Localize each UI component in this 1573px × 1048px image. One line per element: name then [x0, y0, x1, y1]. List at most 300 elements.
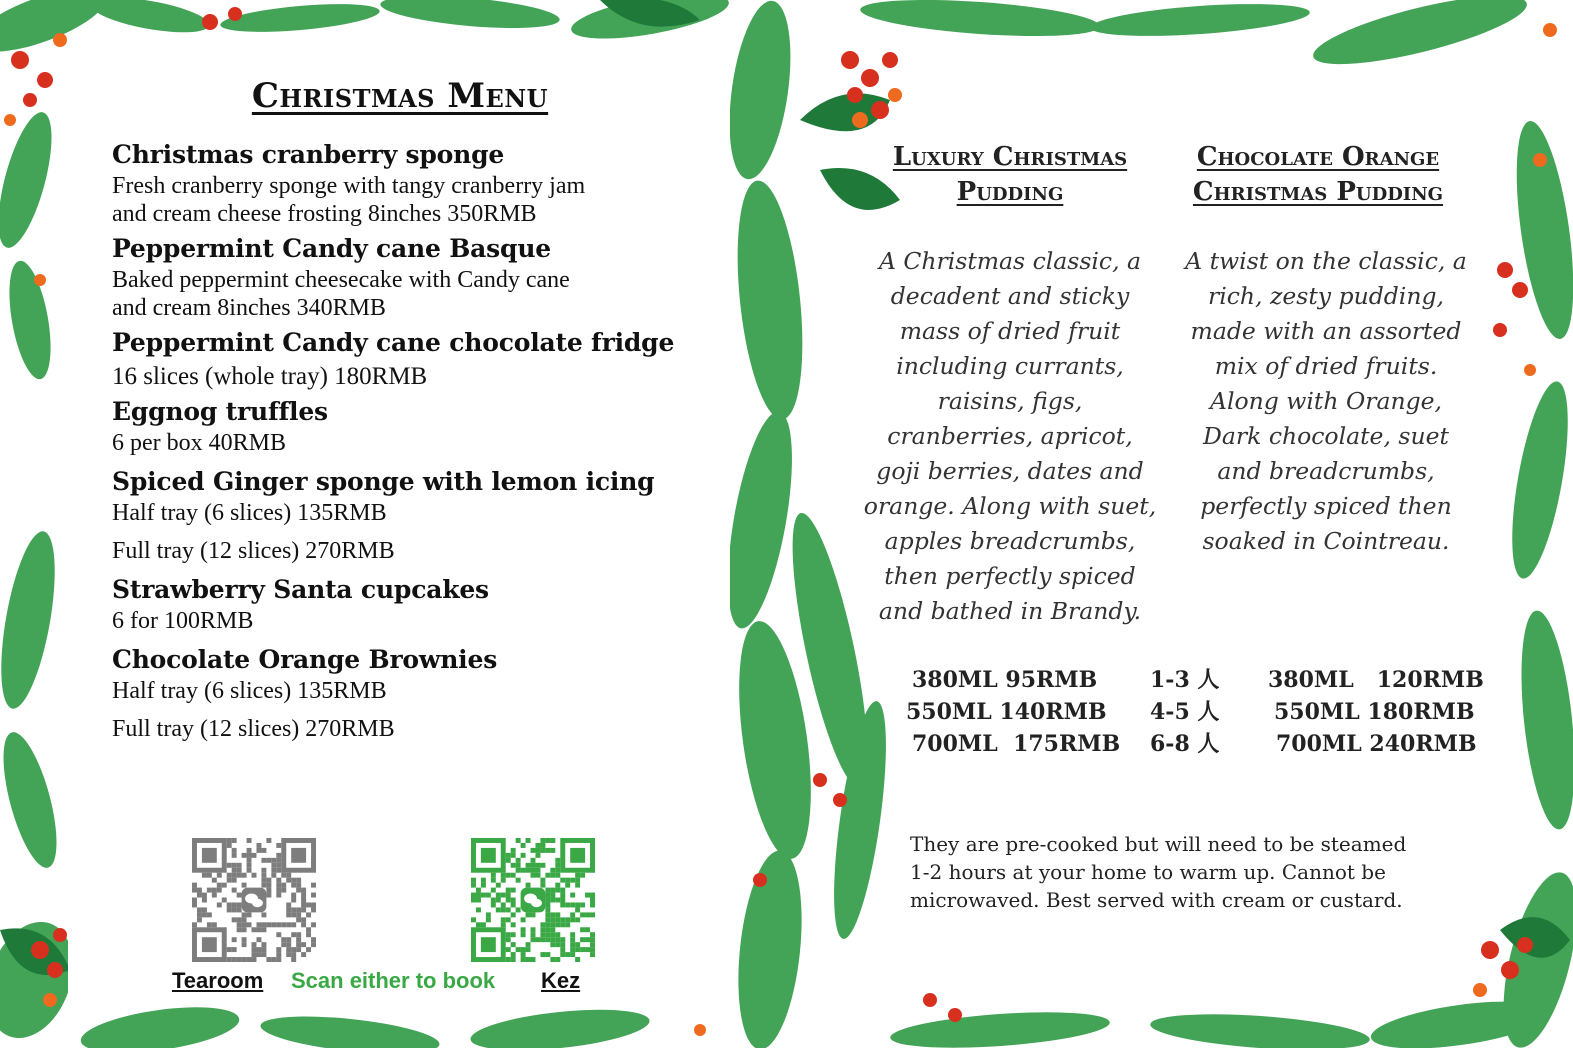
qr-module	[516, 907, 521, 912]
kez-label: Kez	[541, 968, 581, 993]
qr-module	[261, 927, 266, 932]
qr-module	[276, 843, 281, 848]
qr-module	[306, 947, 311, 952]
qr-module	[506, 947, 511, 952]
qr-module	[291, 898, 296, 903]
qr-module	[535, 873, 540, 878]
qr-module	[276, 947, 281, 952]
menu-item-desc: 6 per box 40RMB	[112, 430, 286, 456]
qr-module	[286, 942, 291, 947]
qr-module	[555, 883, 560, 888]
qr-module	[560, 947, 565, 952]
qr-module	[526, 863, 531, 868]
qr-module	[531, 957, 536, 962]
qr-module	[565, 902, 570, 907]
qr-module	[550, 917, 555, 922]
qr-module	[202, 907, 207, 912]
qr-module	[232, 917, 237, 922]
qr-module	[306, 902, 311, 907]
luxury-pudding-title-line: Luxury Christmas	[892, 142, 1128, 172]
qr-module	[242, 937, 247, 942]
qr-module	[207, 888, 212, 893]
qr-module	[217, 888, 222, 893]
serves-count: 4-5 人	[1150, 699, 1220, 725]
qr-module	[570, 912, 575, 917]
desc-line: A twist on the classic, a	[1185, 247, 1467, 275]
qr-module	[550, 848, 555, 853]
qr-module	[560, 917, 565, 922]
qr-module	[521, 853, 526, 858]
menu-item	[112, 326, 712, 391]
qr-module	[570, 932, 575, 937]
qr-module	[271, 922, 276, 927]
qr-module	[232, 888, 237, 893]
qr-module	[202, 893, 207, 898]
qr-module	[545, 917, 550, 922]
qr-module	[237, 922, 242, 927]
qr-module	[266, 922, 271, 927]
qr-module	[247, 957, 252, 962]
menu-item-name: Chocolate Orange Brownies	[112, 645, 498, 674]
qr-module	[516, 878, 521, 883]
qr-module	[575, 907, 580, 912]
chocolate-price: 700ML 240RMB	[1276, 731, 1477, 757]
qr-module	[192, 902, 197, 907]
qr-module	[212, 922, 217, 927]
qr-module	[531, 873, 536, 878]
qr-module	[501, 878, 506, 883]
qr-module	[247, 868, 252, 873]
qr-module	[580, 873, 585, 878]
qr-module	[545, 927, 550, 932]
qr-module	[555, 942, 560, 947]
qr-module	[590, 902, 595, 907]
desc-line: mass of dried fruit	[899, 317, 1121, 345]
qr-module	[531, 927, 536, 932]
qr-module	[535, 843, 540, 848]
qr-module	[276, 863, 281, 868]
qr-module	[590, 937, 595, 942]
qr-module	[242, 922, 247, 927]
qr-module	[501, 893, 506, 898]
qr-module	[506, 957, 511, 962]
qr-module	[301, 902, 306, 907]
qr-module	[471, 883, 476, 888]
qr-module	[506, 893, 511, 898]
qr-module	[511, 873, 516, 878]
qr-module	[550, 932, 555, 937]
qr-module	[521, 843, 526, 848]
qr-module	[232, 957, 237, 962]
qr-module	[276, 883, 281, 888]
qr-module	[296, 912, 301, 917]
qr-module	[540, 863, 545, 868]
qr-module	[232, 878, 237, 883]
qr-module	[232, 848, 237, 853]
qr-module	[560, 902, 565, 907]
qr-module	[476, 907, 481, 912]
qr-module	[232, 838, 237, 843]
qr-module	[560, 942, 565, 947]
qr-module	[560, 898, 565, 903]
qr-module	[271, 863, 276, 868]
qr-module	[585, 927, 590, 932]
menu-item-desc: 16 slices (whole tray) 180RMB	[112, 363, 428, 390]
qr-module	[486, 917, 491, 922]
qr-module	[535, 853, 540, 858]
menu-item-name: Eggnog truffles	[112, 397, 328, 426]
qr-module	[560, 893, 565, 898]
qr-module	[192, 922, 197, 927]
qr-module	[516, 868, 521, 873]
qr-module	[560, 878, 565, 883]
qr-module	[301, 922, 306, 927]
qr-module	[471, 893, 476, 898]
steaming-instructions-note	[910, 830, 1470, 914]
qr-module	[197, 888, 202, 893]
qr-module	[540, 932, 545, 937]
qr-module	[242, 927, 247, 932]
desc-line: A Christmas classic, a	[878, 247, 1142, 275]
qr-module	[227, 863, 232, 868]
qr-module	[197, 912, 202, 917]
qr-module	[222, 883, 227, 888]
qr-module	[506, 853, 511, 858]
qr-module	[531, 868, 536, 873]
chocolate-orange-pudding-description	[1166, 244, 1486, 559]
qr-module	[286, 947, 291, 952]
qr-module	[516, 947, 521, 952]
qr-module	[570, 942, 575, 947]
qr-module	[491, 888, 496, 893]
qr-module	[281, 883, 286, 888]
wechat-bubble	[531, 899, 542, 907]
qr-module	[296, 917, 301, 922]
qr-module	[252, 957, 257, 962]
menu-item-list	[112, 138, 712, 747]
qr-module	[242, 942, 247, 947]
qr-module	[291, 957, 296, 962]
qr-module	[545, 952, 550, 957]
qr-module	[555, 957, 560, 962]
desc-line: decadent and sticky	[890, 282, 1130, 310]
qr-module	[252, 873, 257, 878]
menu-item	[112, 573, 712, 635]
qr-module	[286, 937, 291, 942]
qr-module	[565, 883, 570, 888]
qr-module	[217, 902, 222, 907]
qr-module	[516, 858, 521, 863]
qr-module	[296, 932, 301, 937]
qr-module	[545, 902, 550, 907]
qr-module	[550, 873, 555, 878]
qr-module	[531, 848, 536, 853]
qr-module	[261, 848, 266, 853]
qr-module	[575, 957, 580, 962]
luxury-price: 380ML 95RMB	[912, 667, 1098, 693]
qr-module	[555, 922, 560, 927]
serves-count: 6-8 人	[1150, 731, 1220, 757]
qr-module	[590, 942, 595, 947]
qr-module	[540, 878, 545, 883]
luxury-price: 700ML 175RMB	[912, 731, 1121, 757]
desc-line: then perfectly spiced	[884, 562, 1136, 590]
qr-module	[261, 883, 266, 888]
qr-module	[276, 932, 281, 937]
menu-item-desc: Baked peppermint cheesecake with Candy cane	[112, 267, 570, 293]
qr-module	[291, 907, 296, 912]
menu-item-name: Peppermint Candy cane chocolate fridge	[112, 328, 675, 357]
qr-module	[491, 902, 496, 907]
qr-module	[540, 922, 545, 927]
qr-module	[266, 883, 271, 888]
qr-module	[496, 883, 501, 888]
qr-module	[212, 888, 217, 893]
qr-module	[296, 878, 301, 883]
qr-module	[471, 898, 476, 903]
qr-module	[560, 952, 565, 957]
qr-module	[526, 838, 531, 843]
qr-module	[242, 912, 247, 917]
qr-module	[261, 868, 266, 873]
qr-module	[291, 912, 296, 917]
qr-module	[256, 848, 261, 853]
qr-module	[232, 853, 237, 858]
qr-module	[491, 898, 496, 903]
qr-module	[247, 848, 252, 853]
qr-module	[197, 917, 202, 922]
qr-module	[535, 848, 540, 853]
note-line: microwaved. Best served with cream or custard.	[910, 888, 1403, 912]
qr-module	[202, 898, 207, 903]
menu-item-desc: and cream cheese frosting 8inches 350RMB	[112, 201, 537, 227]
qr-module	[511, 952, 516, 957]
qr-module	[261, 873, 266, 878]
qr-module	[486, 912, 491, 917]
qr-module	[491, 878, 496, 883]
qr-module	[311, 883, 316, 888]
qr-module	[237, 893, 242, 898]
qr-module	[540, 848, 545, 853]
qr-module	[271, 868, 276, 873]
qr-module	[276, 952, 281, 957]
qr-module	[506, 937, 511, 942]
qr-module	[261, 942, 266, 947]
qr-module	[555, 917, 560, 922]
qr-module	[471, 917, 476, 922]
qr-module	[252, 853, 257, 858]
qr-module	[261, 947, 266, 952]
qr-module	[526, 868, 531, 873]
qr-module	[575, 947, 580, 952]
qr-module	[575, 878, 580, 883]
qr-module	[212, 878, 217, 883]
qr-module	[296, 883, 301, 888]
qr-module	[237, 927, 242, 932]
qr-module	[476, 922, 481, 927]
qr-module	[276, 878, 281, 883]
qr-module	[545, 937, 550, 942]
menu-item-desc: and cream 8inches 340RMB	[112, 295, 386, 321]
qr-module	[256, 952, 261, 957]
qr-module	[192, 883, 197, 888]
qr-module	[291, 883, 296, 888]
qr-module	[590, 952, 595, 957]
qr-module	[242, 873, 247, 878]
qr-module	[242, 853, 247, 858]
qr-module	[232, 868, 237, 873]
qr-module	[550, 957, 555, 962]
qr-module	[580, 947, 585, 952]
tearoom-qr-code[interactable]	[192, 838, 316, 962]
menu-item-name: Peppermint Candy cane Basque	[112, 234, 552, 263]
qr-module	[565, 917, 570, 922]
qr-module	[217, 873, 222, 878]
qr-module	[242, 917, 247, 922]
qr-module	[590, 947, 595, 952]
qr-module	[296, 907, 301, 912]
qr-module	[481, 878, 486, 883]
qr-module	[585, 912, 590, 917]
qr-module	[545, 922, 550, 927]
qr-module	[555, 937, 560, 942]
qr-module	[535, 868, 540, 873]
qr-module	[237, 868, 242, 873]
qr-module	[247, 838, 252, 843]
qr-module	[276, 853, 281, 858]
qr-module	[217, 883, 222, 888]
desc-line: Dark chocolate, suet	[1203, 422, 1449, 450]
qr-module	[281, 873, 286, 878]
qr-module	[526, 947, 531, 952]
qr-module	[506, 932, 511, 937]
qr-module	[555, 863, 560, 868]
qr-module	[261, 878, 266, 883]
qr-module	[526, 912, 531, 917]
qr-module	[311, 937, 316, 942]
kez-qr-code[interactable]	[471, 838, 595, 962]
qr-module	[266, 888, 271, 893]
qr-module	[506, 917, 511, 922]
qr-module	[247, 853, 252, 858]
qr-module	[232, 902, 237, 907]
qr-module	[486, 893, 491, 898]
qr-module	[311, 902, 316, 907]
qr-module	[212, 893, 217, 898]
qr-module	[291, 932, 296, 937]
qr-module	[521, 868, 526, 873]
qr-module	[227, 947, 232, 952]
desc-line: Along with Orange,	[1209, 387, 1443, 415]
qr-module	[237, 863, 242, 868]
qr-module	[570, 902, 575, 907]
qr-module	[476, 898, 481, 903]
desc-line: raisins, figs,	[937, 387, 1083, 415]
qr-module	[261, 922, 266, 927]
menu-item-name: Spiced Ginger sponge with lemon icing	[112, 467, 655, 496]
chocolate-price: 380ML 120RMB	[1268, 667, 1484, 693]
qr-module	[540, 883, 545, 888]
qr-module	[481, 893, 486, 898]
qr-finder-center	[291, 848, 306, 863]
qr-module	[545, 848, 550, 853]
qr-module	[291, 947, 296, 952]
qr-module	[281, 942, 286, 947]
qr-module	[261, 858, 266, 863]
qr-finder-center	[202, 848, 217, 863]
qr-module	[207, 922, 212, 927]
qr-module	[590, 898, 595, 903]
menu-title: Christmas Menu	[251, 76, 549, 116]
qr-module	[256, 947, 261, 952]
qr-finder-center	[202, 937, 217, 952]
qr-module	[511, 863, 516, 868]
qr-module	[227, 907, 232, 912]
desc-line: soaked in Cointreau.	[1202, 527, 1450, 555]
qr-module	[590, 912, 595, 917]
menu-item-name: Christmas cranberry sponge	[112, 140, 505, 169]
desc-line: orange. Along with suet,	[863, 492, 1157, 520]
qr-module	[575, 902, 580, 907]
menu-item	[112, 465, 712, 565]
qr-module	[232, 947, 237, 952]
qr-module	[555, 898, 560, 903]
qr-module	[266, 893, 271, 898]
qr-module	[535, 937, 540, 942]
qr-module	[521, 927, 526, 932]
qr-module	[252, 952, 257, 957]
qr-module	[227, 873, 232, 878]
qr-module	[286, 902, 291, 907]
qr-module	[545, 838, 550, 843]
qr-module	[550, 912, 555, 917]
qr-finder-center	[570, 848, 585, 863]
menu-item-desc: Fresh cranberry sponge with tangy cranberry jam	[112, 173, 586, 199]
qr-module	[207, 912, 212, 917]
qr-module	[271, 858, 276, 863]
note-line: They are pre-cooked but will need to be steamed	[910, 832, 1407, 856]
qr-module	[540, 952, 545, 957]
qr-module	[271, 957, 276, 962]
qr-module	[276, 957, 281, 962]
scan-to-book-label: Scan either to book	[291, 968, 496, 993]
qr-module	[516, 863, 521, 868]
qr-module	[252, 947, 257, 952]
qr-module	[232, 873, 237, 878]
qr-module	[506, 898, 511, 903]
wechat-bubble	[252, 899, 263, 907]
qr-module	[531, 858, 536, 863]
qr-module	[247, 863, 252, 868]
qr-module	[560, 922, 565, 927]
qr-module	[301, 942, 306, 947]
qr-module	[570, 952, 575, 957]
qr-module	[266, 957, 271, 962]
qr-module	[197, 907, 202, 912]
qr-module	[286, 873, 291, 878]
qr-module	[570, 947, 575, 952]
qr-module	[555, 912, 560, 917]
qr-module	[580, 927, 585, 932]
qr-module	[540, 838, 545, 843]
qr-module	[550, 937, 555, 942]
menu-item-desc: Half tray (6 slices) 135RMB	[112, 500, 387, 526]
qr-module	[197, 893, 202, 898]
qr-module	[286, 878, 291, 883]
menu-item	[112, 395, 712, 457]
qr-module	[511, 898, 516, 903]
qr-module	[247, 858, 252, 863]
